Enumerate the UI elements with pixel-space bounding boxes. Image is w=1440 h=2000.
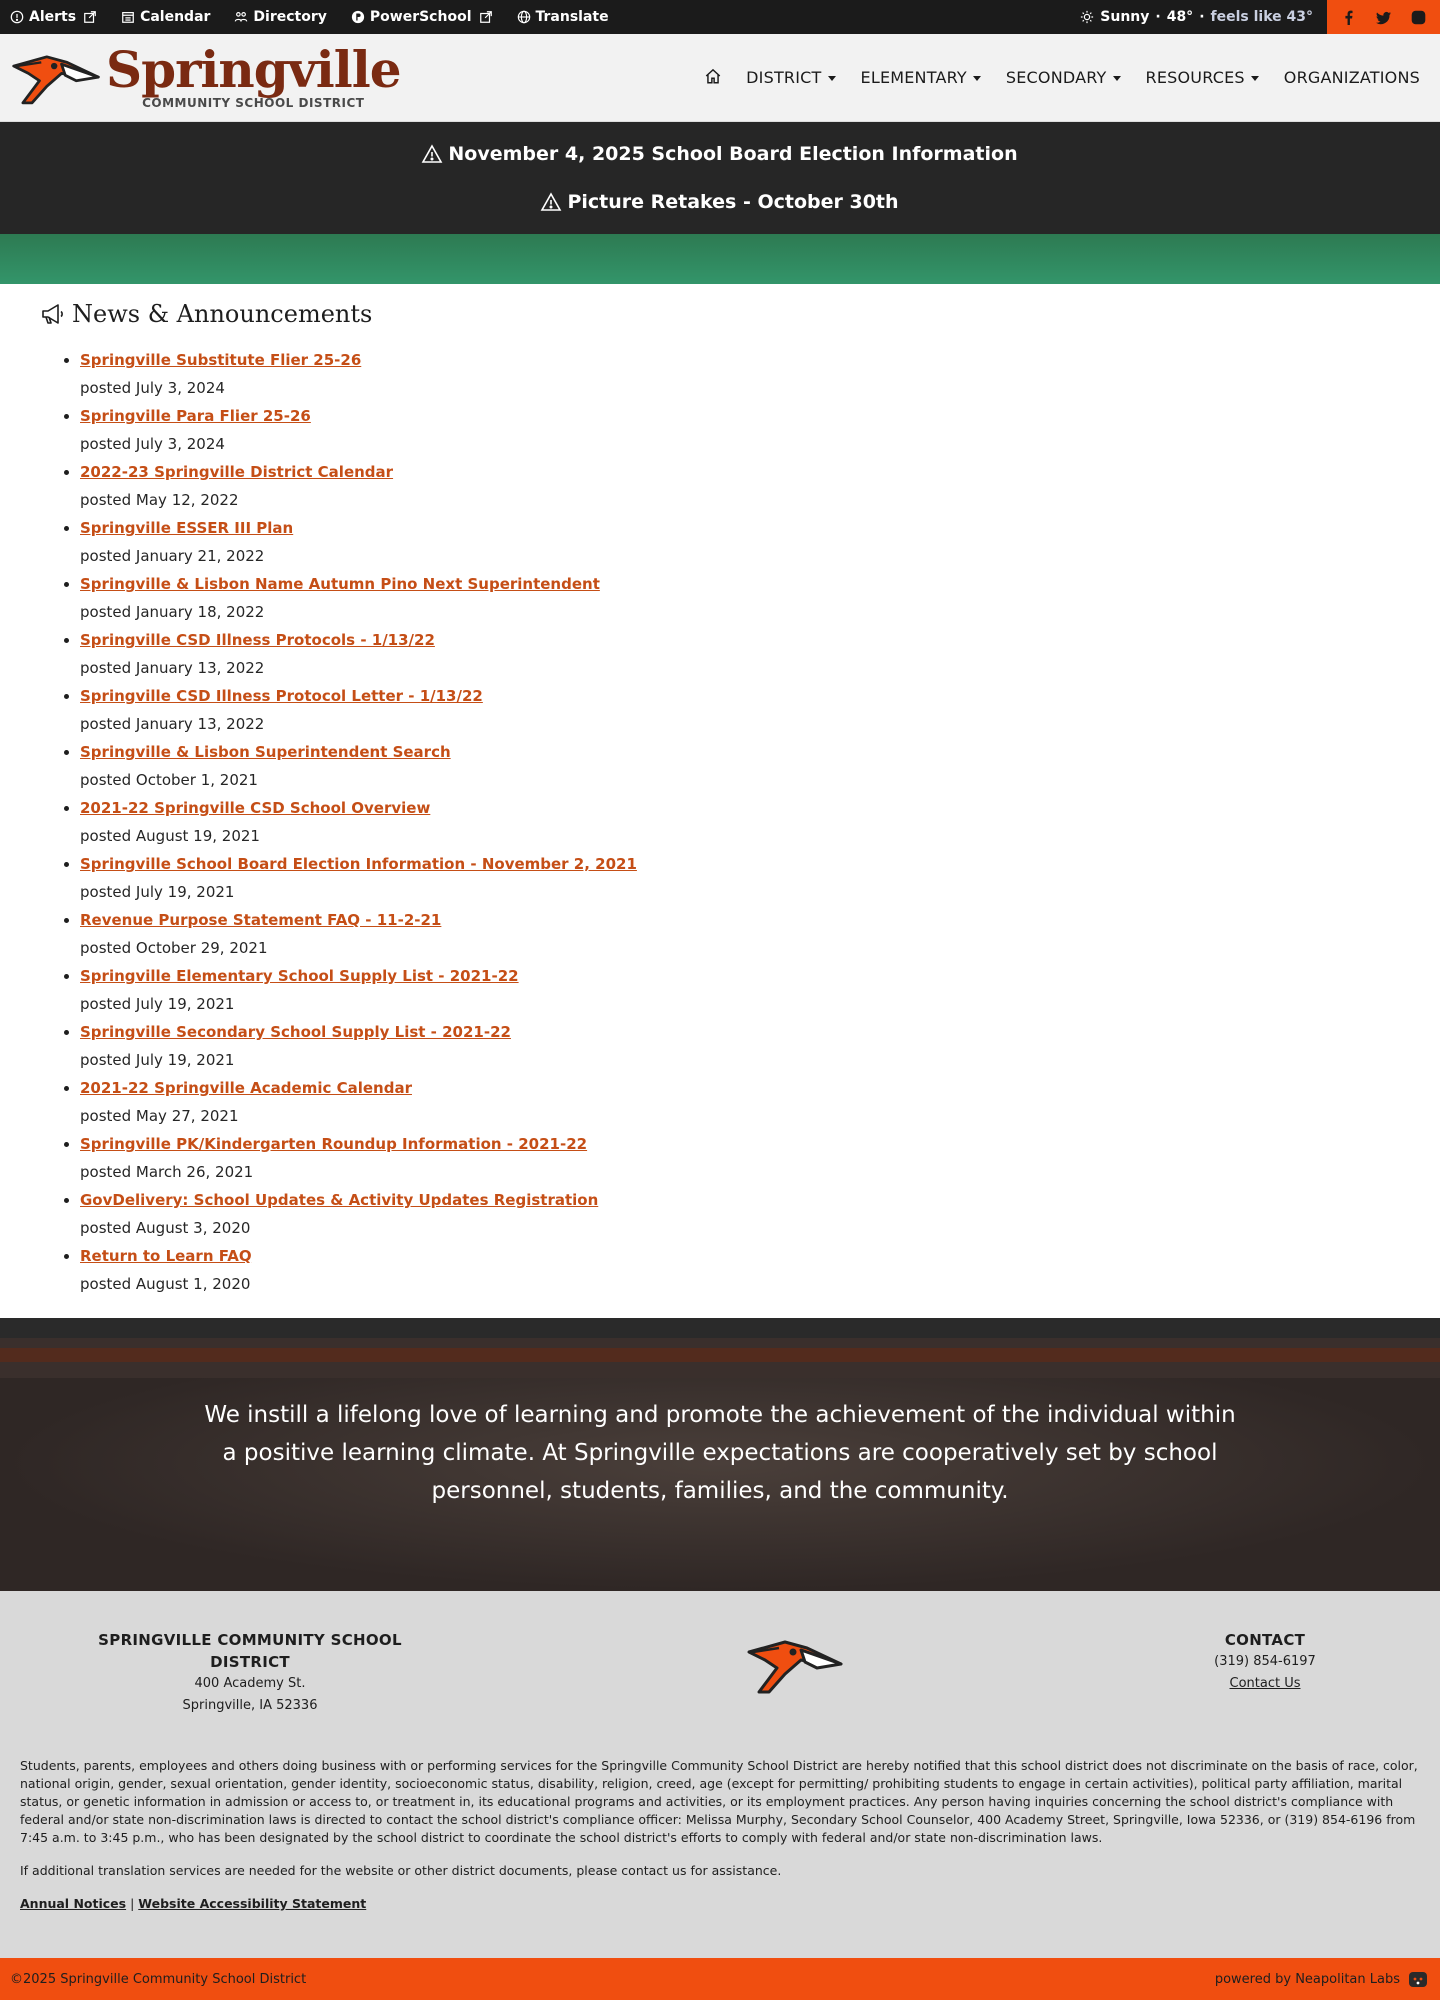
caret-down-icon — [1250, 73, 1260, 83]
springer-bird-logo-icon — [10, 43, 102, 113]
news-item-link[interactable]: Springville Substitute Flier 25-26 — [80, 351, 362, 369]
utility-bar — [0, 0, 1440, 34]
people-icon — [234, 10, 248, 24]
decorative-band — [0, 234, 1440, 284]
news-heading — [40, 300, 1400, 328]
news-item-link[interactable]: Springville ESSER III Plan — [80, 519, 294, 537]
footer-street: 400 Academy St. — [194, 1676, 306, 1691]
news-item-link[interactable]: Springville & Lisbon Name Autumn Pino Next Superintendent — [80, 575, 600, 593]
weather-condition: Sunny — [1100, 9, 1150, 25]
brand-name: Springville — [106, 39, 401, 99]
news-item-date: posted January 13, 2022 — [80, 659, 265, 677]
news-item-link[interactable]: Revenue Purpose Statement FAQ - 11-2-21 — [80, 911, 442, 929]
news-item — [80, 738, 1400, 794]
nav-elementary-label: ELEMENTARY — [860, 68, 967, 87]
news-title: News & Announcements — [72, 300, 373, 328]
weather-feels: feels like 43° — [1210, 9, 1313, 25]
link-separator: | — [130, 1896, 135, 1911]
news-item — [80, 962, 1400, 1018]
footer-logo — [745, 1629, 845, 1709]
facebook-icon — [1341, 10, 1356, 25]
neapolitan-labs-logo-icon — [1406, 1967, 1430, 1991]
news-item — [80, 346, 1400, 402]
news-item-link[interactable]: Springville & Lisbon Superintendent Search — [80, 743, 451, 761]
news-item — [80, 1242, 1400, 1298]
caret-down-icon — [972, 73, 982, 83]
footer-contact-title: CONTACT — [1224, 1631, 1306, 1649]
news-list — [40, 346, 1400, 1298]
alert-banner — [0, 122, 1440, 234]
news-item-link[interactable]: 2021-22 Springville Academic Calendar — [80, 1079, 412, 1097]
news-item-link[interactable]: GovDelivery: School Updates & Activity Updates Registration — [80, 1191, 599, 1209]
news-item-date: posted January 21, 2022 — [80, 547, 265, 565]
news-item-date: posted August 19, 2021 — [80, 827, 260, 845]
bottom-bar — [0, 1958, 1440, 2000]
facebook-link[interactable] — [1331, 0, 1366, 34]
globe-icon — [517, 10, 531, 24]
instagram-link[interactable] — [1401, 0, 1436, 34]
alerts-label: Alerts — [29, 9, 77, 25]
news-item — [80, 514, 1400, 570]
news-item-date: posted May 12, 2022 — [80, 491, 239, 509]
caret-down-icon — [827, 73, 837, 83]
nav-organizations-label: ORGANIZATIONS — [1283, 68, 1420, 87]
powerschool-link[interactable] — [351, 9, 493, 25]
site-header — [0, 34, 1440, 122]
news-item-date: posted August 1, 2020 — [80, 1275, 251, 1293]
external-link-icon — [479, 10, 493, 24]
mission-statement: We instill a lifelong love of learning and promote the achievement of the individual within a positive learning climate. At Springville expectations are cooperatively set by school personnel, students, families, and the community. — [204, 1402, 1236, 1504]
alert-circle-icon — [10, 10, 24, 24]
weather: Sunny · 48° · feels like 43° — [1080, 0, 1327, 34]
brand[interactable] — [10, 39, 401, 113]
calendar-link[interactable] — [121, 9, 210, 25]
nav-secondary-label: SECONDARY — [1005, 68, 1107, 87]
footer-city: Springville, IA 52336 — [182, 1698, 318, 1713]
nondiscrimination-notice: Students, parents, employees and others doing business with or performing services for the Springville Community School District are hereby notified that this school district does not discriminate on the basis of race, color, national origin, gender, sexual orientation, gender identity, socioeconomic status, disability, religion, creed, age (except for permitting/ prohibiting students to engage in certain activities), political party affiliation, marital status, or genetic information in admission or access to, or treatment in, its educational programs and activities, or its employment practices. Any person having inquiries concerning the school district's compliance with federal and/or state non-discrimination laws is directed to contact the school district's compliance officer: Melissa Murphy, Secondary School Counselor, 400 Academy Street, Springville, Iowa 52336, or (319) 854-6196 from 7:45 a.m. to 3:45 p.m., who has been designated by the school district to coordinate the school district's efforts to comply with federal and/or state non-discrimination laws. — [20, 1758, 1418, 1845]
footer-top — [0, 1591, 1440, 1751]
news-item-date: posted July 3, 2024 — [80, 435, 225, 453]
news-item-date: posted August 3, 2020 — [80, 1219, 251, 1237]
utility-links — [0, 0, 609, 34]
news-item-date: posted January 18, 2022 — [80, 603, 265, 621]
footer-phone: (319) 854-6197 — [1214, 1654, 1316, 1669]
news-item-date: posted October 29, 2021 — [80, 939, 268, 957]
copyright: ©2025 Springville Community School District — [10, 1971, 307, 1987]
directory-label: Directory — [253, 9, 327, 25]
brand-subtitle: COMMUNITY SCHOOL DISTRICT — [142, 95, 365, 110]
nav-secondary[interactable] — [1006, 68, 1122, 87]
news-section — [0, 284, 1440, 1318]
news-item-link[interactable]: Springville Secondary School Supply List - 2021-22 — [80, 1023, 511, 1041]
main-nav — [704, 67, 1420, 89]
news-item — [80, 682, 1400, 738]
alert-item[interactable] — [0, 130, 1440, 178]
nav-elementary[interactable] — [861, 68, 982, 87]
nav-organizations[interactable] — [1284, 68, 1420, 87]
calendar-icon — [121, 10, 135, 24]
instagram-icon — [1411, 10, 1426, 25]
warning-triangle-icon — [422, 144, 442, 164]
news-item-link[interactable]: Springville CSD Illness Protocol Letter - 1/13/22 — [80, 687, 483, 705]
news-item-link[interactable]: Springville CSD Illness Protocols - 1/13/22 — [80, 631, 435, 649]
home-link[interactable] — [704, 67, 722, 89]
news-item-date: posted July 3, 2024 — [80, 379, 225, 397]
news-item — [80, 1186, 1400, 1242]
sun-icon — [1080, 10, 1094, 24]
news-item — [80, 850, 1400, 906]
news-item-date: posted March 26, 2021 — [80, 1163, 254, 1181]
alert-text: Picture Retakes - October 30th — [567, 191, 899, 213]
external-link-icon — [83, 10, 97, 24]
nav-resources[interactable] — [1146, 68, 1260, 87]
translate-label: Translate — [535, 9, 609, 25]
news-item-date: posted July 19, 2021 — [80, 883, 235, 901]
nav-resources-label: RESOURCES — [1145, 68, 1245, 87]
legal-section — [0, 1751, 1440, 1958]
calendar-label: Calendar — [140, 9, 211, 25]
alert-item[interactable] — [0, 178, 1440, 226]
directory-link[interactable] — [234, 9, 326, 25]
news-item-link[interactable]: Springville Para Flier 25-26 — [80, 407, 311, 425]
translate-link[interactable] — [517, 9, 609, 25]
news-item — [80, 570, 1400, 626]
legal-links — [20, 1895, 1420, 1913]
footer-district-name: SPRINGVILLE COMMUNITY SCHOOL DISTRICT — [98, 1631, 402, 1671]
alerts-link[interactable] — [10, 9, 97, 25]
news-item — [80, 1018, 1400, 1074]
news-item-link[interactable]: Springville Elementary School Supply List - 2021-22 — [80, 967, 519, 985]
news-item-link[interactable]: 2022-23 Springville District Calendar — [80, 463, 394, 481]
mission-banner — [0, 1318, 1440, 1591]
caret-down-icon — [1112, 73, 1122, 83]
twitter-link[interactable] — [1366, 0, 1401, 34]
news-item-link[interactable]: Springville PK/Kindergarten Roundup Information - 2021-22 — [80, 1135, 588, 1153]
news-item — [80, 402, 1400, 458]
annual-notices-link[interactable]: Annual Notices — [20, 1896, 127, 1911]
powerschool-icon — [351, 10, 365, 24]
social-links — [1327, 0, 1440, 34]
news-item-date: posted July 19, 2021 — [80, 995, 235, 1013]
news-item-date: posted October 1, 2021 — [80, 771, 258, 789]
news-item-link[interactable]: Springville School Board Election Information - November 2, 2021 — [80, 855, 637, 873]
powered-by-text: powered by Neapolitan Labs — [1214, 1971, 1400, 1987]
news-item — [80, 906, 1400, 962]
footer-district — [60, 1629, 440, 1717]
news-item — [80, 794, 1400, 850]
powered-by[interactable] — [1215, 1967, 1430, 1991]
bleacher-stripe — [0, 1348, 1440, 1362]
contact-us-link[interactable]: Contact Us — [1229, 1676, 1301, 1691]
powerschool-label: PowerSchool — [369, 9, 472, 25]
news-item — [80, 1130, 1400, 1186]
nav-district[interactable] — [746, 68, 836, 87]
alert-text: November 4, 2025 School Board Election Information — [448, 143, 1018, 165]
news-item — [80, 626, 1400, 682]
utility-right — [1080, 0, 1440, 34]
news-item — [80, 1074, 1400, 1130]
news-item-link[interactable]: Return to Learn FAQ — [80, 1247, 252, 1265]
news-item-link[interactable]: 2021-22 Springville CSD School Overview — [80, 799, 431, 817]
news-item-date: posted January 13, 2022 — [80, 715, 265, 733]
weather-temp: 48° — [1166, 9, 1194, 25]
springer-bird-logo-icon — [745, 1629, 845, 1701]
bleacher-stripe — [0, 1318, 1440, 1338]
nav-district-label: DISTRICT — [746, 68, 822, 87]
accessibility-statement-link[interactable]: Website Accessibility Statement — [138, 1896, 367, 1911]
twitter-icon — [1376, 10, 1391, 25]
home-icon — [704, 67, 722, 85]
footer-contact — [1150, 1629, 1380, 1695]
megaphone-icon — [40, 301, 66, 327]
news-item-date: posted July 19, 2021 — [80, 1051, 235, 1069]
warning-triangle-icon — [541, 192, 561, 212]
translation-notice: If additional translation services are needed for the website or other district documents, please contact us for assistance. — [20, 1863, 782, 1878]
news-item — [80, 458, 1400, 514]
news-item-date: posted May 27, 2021 — [80, 1107, 239, 1125]
